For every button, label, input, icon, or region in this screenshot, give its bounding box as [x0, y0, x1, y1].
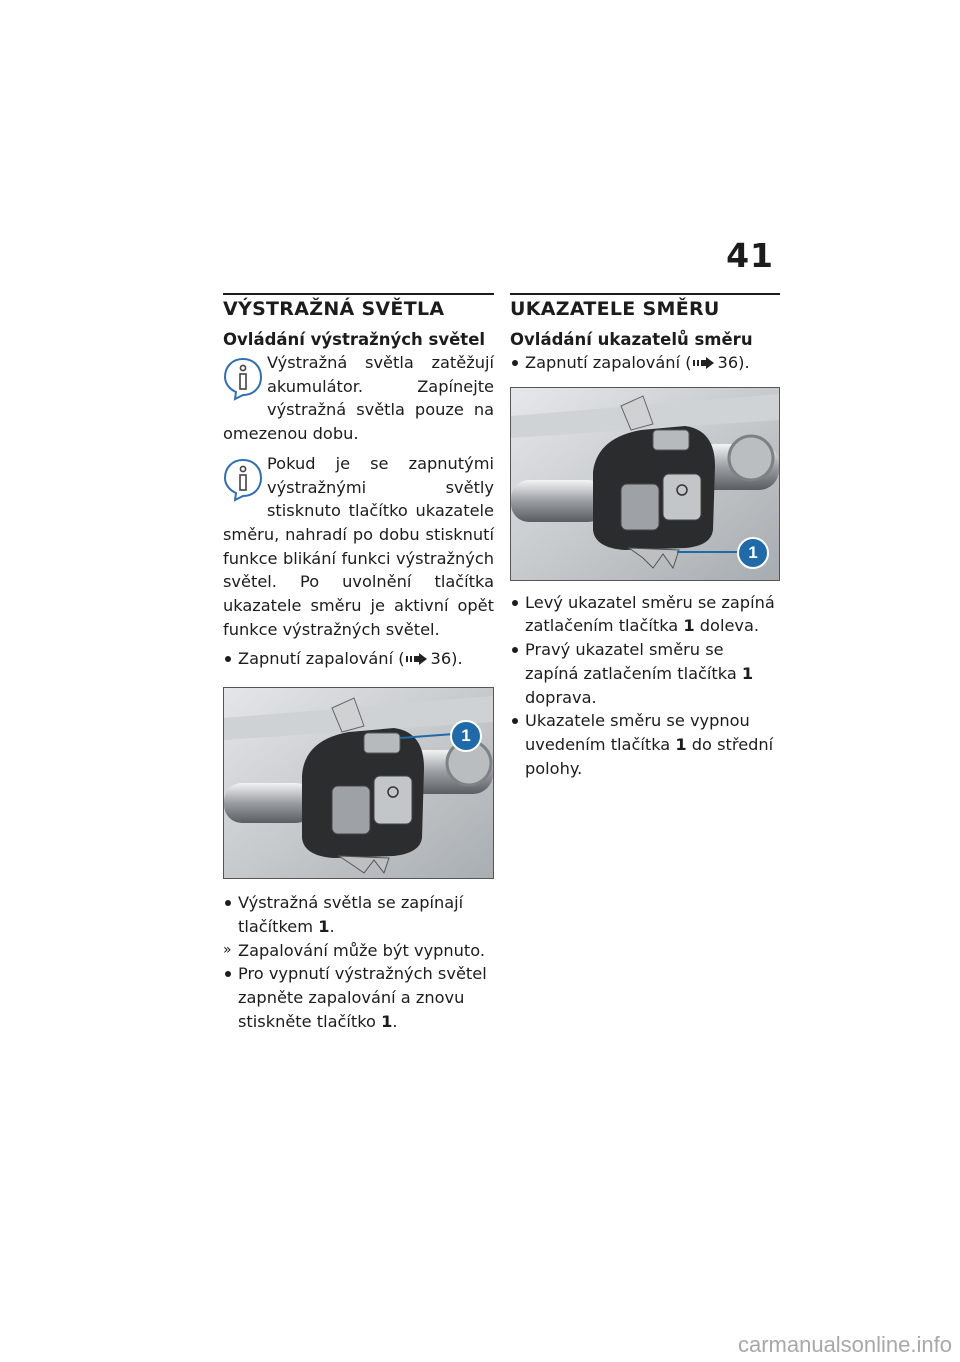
prereq-text: Zapnutí zapalování (	[238, 649, 405, 669]
prereq-item	[223, 647, 494, 671]
note-text: Pokud je se zapnutými výstražnými světly stisknuto tlačítko ukazatele směru, nahradí po dobu stisknutí funkce blikání funkci výstražných světel. Po uvolnění tlačítka ukazatele směru je aktivní opět funkce výstražných světel.	[223, 453, 494, 639]
step-text: Výstražná světla se zapínají tlačítkem	[238, 893, 464, 936]
note-text: Výstražná světla zatěžují akumulátor. Zapínejte výstražná světla pouze na omezenou dobu.	[223, 353, 494, 444]
prereq-close: ).	[738, 353, 750, 372]
info-note	[223, 351, 494, 446]
step-ref: 1	[675, 734, 687, 754]
step-text: Levý ukazatel směru se zapíná zatlačením tlačítka	[525, 592, 775, 636]
page-ref-arrow-icon	[693, 357, 715, 369]
step-text: Zapalování může být vypnuto.	[238, 940, 486, 960]
result-arrow-icon: »	[223, 941, 232, 958]
section-title: UKAZATELE SMĚRU	[510, 298, 720, 320]
step-tail: doleva.	[694, 616, 760, 636]
switch-cluster-photo	[510, 387, 780, 581]
subsection-title: Ovládání výstražných světel	[223, 330, 486, 349]
prereq-list	[223, 647, 494, 671]
step-tail: .	[329, 916, 335, 936]
switch-cluster-illustration	[224, 688, 493, 878]
result-item	[223, 939, 494, 963]
section-title: VÝSTRAŽNÁ SVĚTLA	[223, 298, 445, 320]
step-text: Ukazatele směru se vypnou uvedením tlačítka	[525, 711, 750, 754]
step-item	[510, 709, 780, 780]
prereq-close: ).	[451, 649, 463, 669]
page-ref[interactable]: 36	[717, 353, 739, 372]
page-ref-arrow-icon	[406, 653, 428, 665]
watermark[interactable]: carmanualsonline.info	[737, 1332, 952, 1357]
subsection-title: Ovládání ukazatelů směru	[510, 330, 753, 349]
left-column	[223, 293, 494, 1035]
step-item	[510, 591, 780, 638]
section-rule	[510, 293, 780, 295]
step-ref: 1	[318, 916, 330, 936]
info-note	[223, 452, 494, 642]
step-item	[510, 638, 780, 709]
info-icon	[223, 357, 263, 401]
step-text: Pravý ukazatel směru se zapíná zatlačením tlačítka	[525, 640, 742, 683]
step-item	[223, 962, 494, 1033]
callout-badge: 1	[737, 537, 769, 569]
step-item	[223, 891, 494, 938]
steps-list	[510, 591, 780, 781]
step-tail: doprava.	[525, 687, 597, 707]
info-icon	[223, 458, 263, 502]
page-number: 41	[726, 236, 774, 275]
step-ref: 1	[741, 663, 754, 683]
step-tail: .	[392, 1011, 398, 1031]
right-column	[510, 293, 780, 782]
steps-list	[223, 891, 494, 1033]
section-rule	[223, 293, 494, 295]
page-ref[interactable]: 36	[430, 649, 452, 669]
switch-cluster-photo	[223, 687, 494, 879]
prereq-list	[510, 351, 780, 375]
step-text: Pro vypnutí výstražných světel zapněte zapalování a znovu stiskněte tlačítko	[238, 964, 487, 1031]
step-tail: do střední polohy.	[525, 734, 774, 778]
step-ref: 1	[683, 616, 695, 636]
step-ref: 1	[381, 1011, 393, 1031]
callout-badge: 1	[450, 720, 482, 752]
prereq-item	[510, 351, 780, 375]
prereq-text: Zapnutí zapalování (	[525, 353, 692, 372]
